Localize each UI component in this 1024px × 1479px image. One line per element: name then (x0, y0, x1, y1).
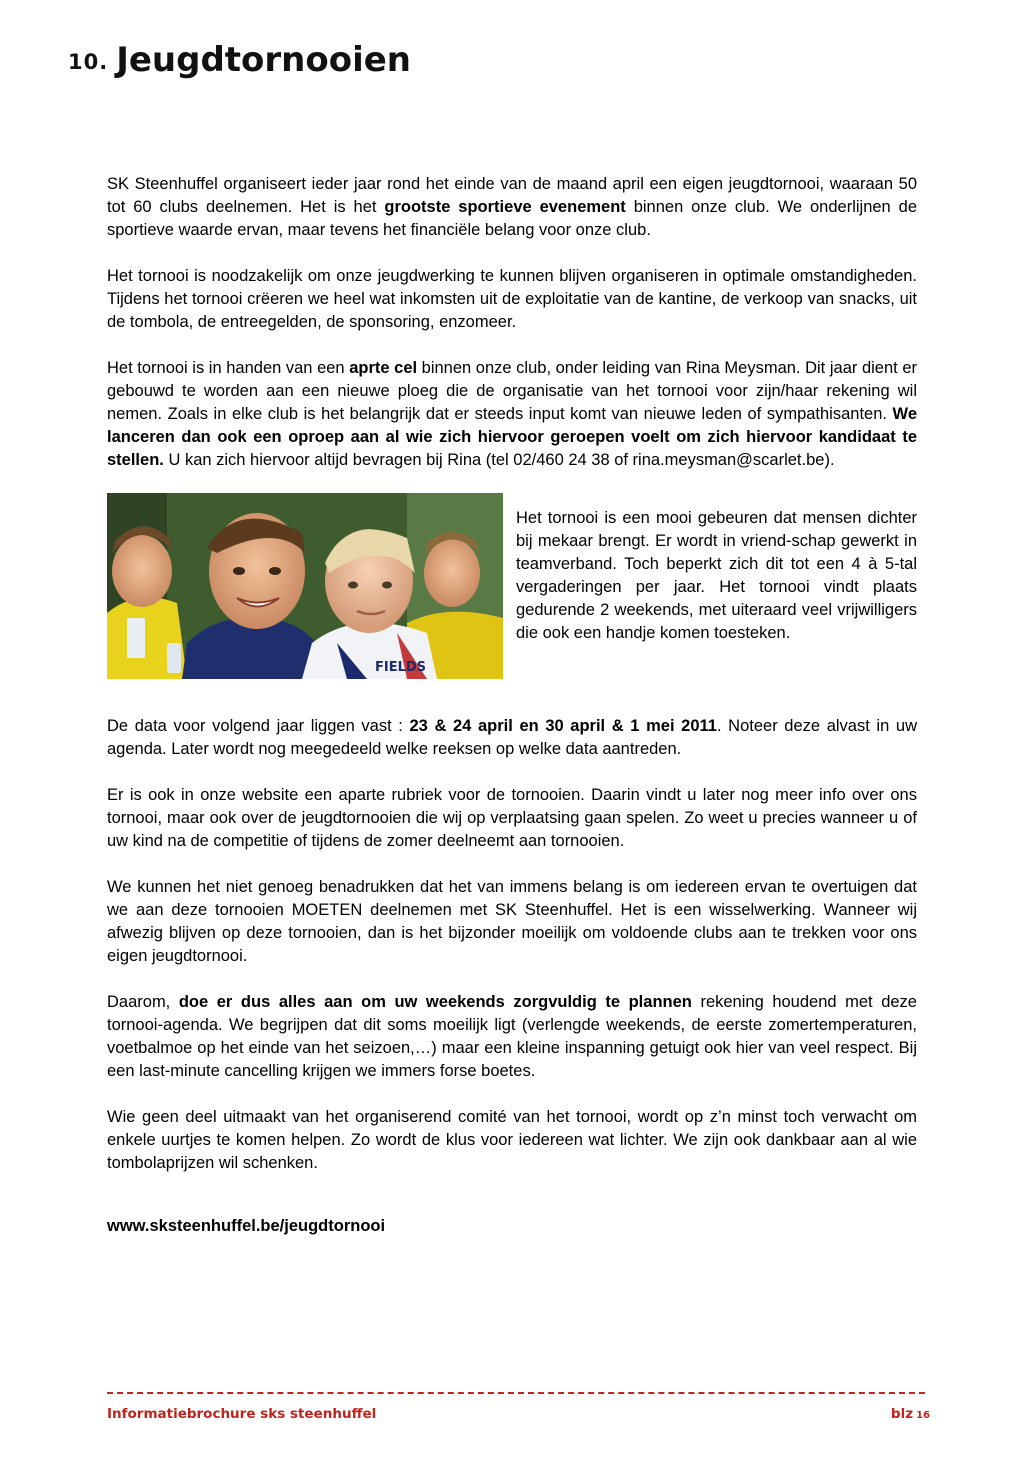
section-title: Jeugdtornooien (116, 40, 412, 80)
paragraph-website: Er is ook in onze website een aparte rubriek voor de tornooien. Daarin vindt u later nog meer info over ons tornooi, maar ook over de jeugdtornooien die wij op verplaatsing gaan spelen. Zo weet u precies wanneer u of uw kind na de competitie of tijdens de zomer deelneemt aan tornooien. (107, 786, 917, 850)
photo-side-text: Het tornooi is een mooi gebeuren dat mensen dichter bij mekaar brengt. Er wordt in vriend-schap gewerkt in teamverband. Toch beperkt zich dit tot een 4 à 5-tal vergaderingen per jaar. Het tornooi vindt plaats gedurende 2 weekends, met uiteraard veel vrijwilligers die ook een handje komen toesteken. (516, 509, 917, 642)
paragraph-necessity: Het tornooi is noodzakelijk om onze jeugdwerking te kunnen blijven organiseren in optimale omstandigheden. Tijdens het tornooi crëeren we heel wat inkomsten uit de exploitatie van de kantine, de verkoop van snacks, uit de tombola, de entreegelden, de sponsoring, enzomeer. (107, 267, 917, 331)
photo-illustration (107, 493, 503, 679)
call-to-action: We lanceren dan ook een oproep aan al wie zich hiervoor geroepen voelt om zich hiervoor kandidaat te stellen. (107, 405, 917, 469)
section-number: 10. (68, 50, 109, 74)
text-run: Het tornooi is in handen van een (107, 359, 350, 377)
page-number: 16 (916, 1410, 930, 1421)
text-run: De data voor volgend jaar liggen vast : (107, 717, 410, 735)
footer-brochure-title: Informatiebrochure sks steenhuffel (107, 1406, 377, 1422)
page-title (68, 40, 411, 80)
text-run: . Noteer deze alvast in uw agenda. Later wordt nog meegedeeld welke reeksen op welke data aantreden. (107, 717, 917, 758)
emphasis: aprte cel (349, 359, 418, 377)
paragraph-planning (107, 991, 917, 1083)
footer-divider (107, 1392, 925, 1394)
emphasis: doe er dus alles aan om uw weekends zorgvuldig te plannen (178, 993, 692, 1011)
photo-row (107, 493, 917, 679)
text-run: U kan zich hiervoor altijd bevragen bij Rina (tel 02/460 24 38 of rina.meysman@scarlet.be). (163, 451, 835, 469)
text-run: binnen onze club, onder leiding van Rina Meysman. Dit jaar dient er gebouwd te worden aan een nieuwe ploeg die de organisatie van het tornooi voor zijn/haar rekening wil nemen. Zoals in elke club is het belangrijk dat er steeds input komt van nieuwe leden of sympathisanten. (107, 359, 917, 423)
page-label: blz (890, 1406, 914, 1422)
paragraph-importance: We kunnen het niet genoeg benadrukken dat het van immens belang is om iedereen ervan te overtuigen dat we aan deze tornooien MOETEN deelnemen met SK Steenhuffel. Het is een wisselwerking. Wanneer wij afwezig blijven op deze tornooien, dan is het bijzonder moeilijk om voldoende clubs aan te trekken voor ons eigen jeugdtornooi. (107, 878, 917, 965)
text-run: SK Steenhuffel organiseert ieder jaar rond het einde van de maand april een eigen jeugdtornooi, waaraan 50 tot 60 clubs deelnemen. Het is het (107, 175, 917, 216)
tournament-dates: 23 & 24 april en 30 april & 1 mei 2011 (409, 717, 717, 735)
jersey-text: FIELDS (375, 660, 427, 675)
emphasis: grootste sportieve evenement (384, 198, 626, 216)
paragraph-help: Wie geen deel uitmaakt van het organiserend comité van het tornooi, wordt op z’n minst toch verwacht om enkele uurtjes te komen helpen. Zo wordt de klus voor iedereen wat lichter. We zijn ook dankbaar aan al wie tombolaprijzen wil schenken. (107, 1108, 917, 1172)
paragraph-intro (107, 173, 917, 242)
paragraph-dates (107, 715, 917, 761)
article-body (107, 173, 917, 1238)
paragraph-organisation (107, 357, 917, 472)
text-run: rekening houdend met deze tornooi-agenda. We begrijpen dat dit soms moeilijk ligt (verlengde weekends, de eerste zomertemperaturen, voetbalmoe op het einde van het seizoen,…) maar een kleine inspanning getuigt ook hier van veel respect. Bij een last-minute cancelling krijgen we immers forse boetes. (107, 993, 917, 1080)
tournament-link[interactable]: www.sksteenhuffel.be/jeugdtornooi (107, 1217, 386, 1235)
text-run: Daarom, (107, 993, 179, 1011)
text-run: binnen onze club. We onderlijnen de sportieve waarde ervan, maar tevens het financiële belang voor onze club. (107, 198, 917, 239)
footer-page-number (891, 1406, 930, 1422)
youth-players-photo (107, 493, 503, 679)
